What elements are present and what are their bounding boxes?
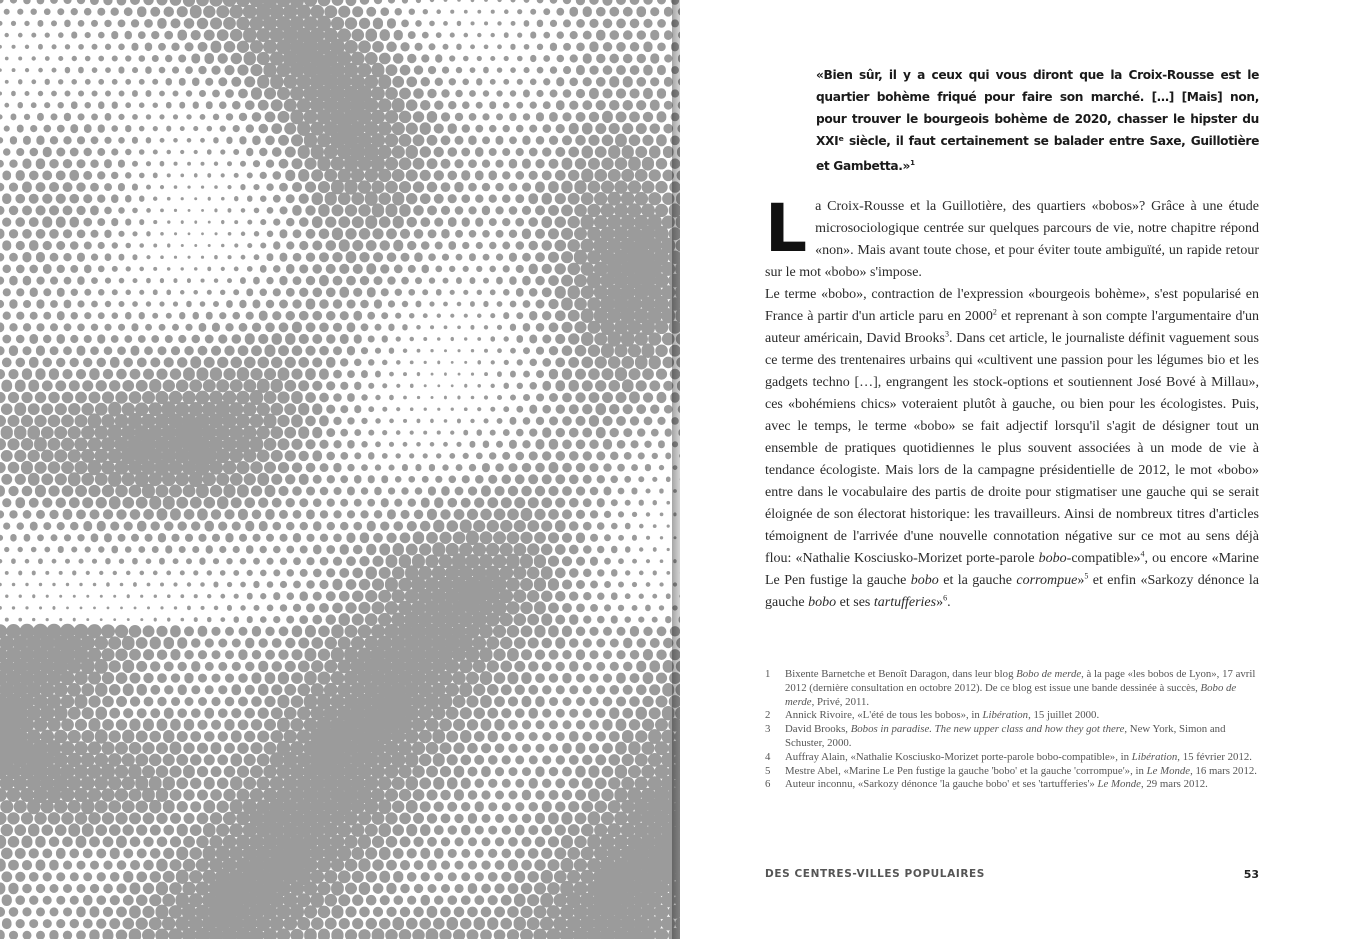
footnote (765, 751, 1259, 765)
footnote (765, 709, 1259, 723)
p2-text: et reprenant à son compte l'argumentaire d'un auteur américain, David Brooks (765, 309, 1259, 346)
p2-text: et la gauche (938, 573, 1017, 588)
paragraph-1 (765, 190, 1259, 284)
p2-text: . Dans cet article, le journaliste définit vaguement sous ce terme des trentenaires urbains qui «cultivent une passion pour les légumes bio et les gadgets techno […], engrangent les stock-options et soutiennent José Bové à Millau», ces «bohémiens chics» voteraient plutôt à gauche, ou bien pour les écologistes. Puis, avec le temps, le terme «bobo» se fait adjectif lorsqu'il s'agit de désigner tout un ensemble de pratiques quotidiennes le plus souvent associées à un mode de vie à tendance écologiste. Mais lors de la campagne présidentielle de 2012, le mot «bobo» entre dans le vocabulaire des partis de droite pour stigmatiser une gauche qui se serait éloignée de son électorat historique: les travailleurs. Ainsi de nombreux titres d'articles témoignent de l'arrivée d'une nouvelle connotation négative sur ce mot au sens déjà flou: «Nathalie Kosciusko-Morizet porte-parole (765, 331, 1260, 566)
footnote-text: Annick Rivoire, «L'été de tous les bobos», in (785, 709, 983, 722)
footnote-number: 5 (765, 764, 771, 777)
footnote-italic: Le Monde (1097, 778, 1141, 791)
footnote (765, 668, 1259, 709)
footnote-number: 2 (765, 709, 771, 722)
footnote-number: 3 (765, 723, 771, 736)
p2-text: -compatible» (1066, 551, 1141, 566)
p2-text: , ou encore «Marine Le Pen fustige la gauche (765, 551, 1260, 588)
footnote-text: , 15 février 2012. (1177, 750, 1252, 763)
footnote-ref: 5 (1084, 571, 1089, 581)
p2-italic: bobo (808, 595, 837, 610)
p2-italic: bobo (1038, 551, 1067, 566)
footnote-text: , Privé, 2011. (811, 695, 870, 708)
footnote (765, 723, 1259, 751)
p2-text: » (1077, 573, 1085, 588)
footnote-text: Auteur inconnu, «Sarkozy dénonce 'la gauche bobo' et ses 'tartufferies'» (785, 778, 1098, 791)
footnote (765, 765, 1259, 779)
footnote-text: David Brooks, (785, 723, 851, 736)
p2-text: Le terme «bobo», contraction de l'expression «bourgeois bohème», s'est popularisé en France à partir d'un article paru en 2000 (765, 287, 1259, 324)
footnote-ref: 2 (992, 307, 997, 317)
footnote-text: , 15 juillet 2000. (1028, 709, 1100, 722)
footnote-italic: Bobo de merde (785, 681, 1237, 708)
footnote-italic: Libération (1131, 750, 1178, 763)
p2-italic: bobo (910, 573, 939, 588)
p2-text: et ses (836, 595, 874, 610)
footnote-italic: Le Monde (1146, 764, 1191, 777)
footnote-text: Auffray Alain, «Nathalie Kosciusko-Morizet porte-parole bobo-compatible», in (785, 750, 1132, 763)
footnote-text: , 16 mars 2012. (1190, 764, 1257, 777)
footnotes (765, 668, 1259, 792)
footnote-italic: Bobo de merde (1016, 668, 1082, 680)
footnote-text: Bixente Barnetche et Benoît Daragon, dans leur blog (785, 668, 1017, 680)
running-head: DES CENTRES-VILLES POPULAIRES (765, 868, 985, 880)
footnote-italic: Bobos in paradise. The new upper class and how they got there (850, 723, 1125, 736)
footnote (765, 778, 1259, 792)
footnote-text: , New York, Simon and Schuster, 2000. (785, 723, 1226, 749)
footnote-ref: 4 (1140, 549, 1145, 559)
footnote-text: , à la page «les bobos de Lyon», 17 avril 2012 (dernière consultation en octobre 2012). De ce blog est issue une bande dessinée à succès, (785, 668, 1256, 694)
footnote-text: , 29 mars 2012. (1140, 778, 1208, 791)
epigraph-footnote-ref: 1 (910, 159, 915, 167)
drop-cap: L (765, 190, 808, 267)
p2-italic: corrompue (1016, 573, 1078, 588)
footnote-ref: 3 (944, 329, 949, 339)
body-text (765, 190, 1260, 614)
footnote-text: Mestre Abel, «Marine Le Pen fustige la gauche 'bobo' et la gauche 'corrompue'», in (785, 764, 1147, 777)
footnote-number: 6 (765, 778, 771, 791)
right-page (680, 0, 1359, 939)
p2-text: et enfin «Sarkozy dénonce la gauche (765, 573, 1259, 610)
p2-italic: tartufferies (873, 595, 937, 610)
footnote-ref: 6 (943, 593, 948, 603)
paragraph-2 (765, 284, 1259, 614)
p2-text: » (936, 595, 944, 610)
epigraph-text: «Bien sûr, il y a ceux qui vous diront que la Croix-Rousse est le quartier bohème friqué pour faire son marché. […] [Mais] non, pour trouver le bourgeois bohème de 2020, chasser le hipster du XXIᵉ siècle, il faut certainement se balader entre Saxe, Guillotière et Gambetta.» (816, 68, 1259, 174)
footnote-number: 1 (765, 668, 771, 680)
p2-text: . (947, 595, 951, 610)
footnote-italic: Libération (982, 709, 1029, 722)
footnote-number: 4 (765, 750, 771, 763)
page-number: 53 (1243, 868, 1259, 881)
epigraph-quote (816, 64, 1259, 177)
paragraph-1-text: a Croix-Rousse et la Guillotière, des quartiers «bobos»? Grâce à une étude microsociologique centrée sur quelques parcours de vie, notre chapitre répond «non». Mais avant toute chose, et pour éviter toute ambiguïté, un rapide retour sur le mot «bobo» s'impose. (765, 199, 1259, 280)
